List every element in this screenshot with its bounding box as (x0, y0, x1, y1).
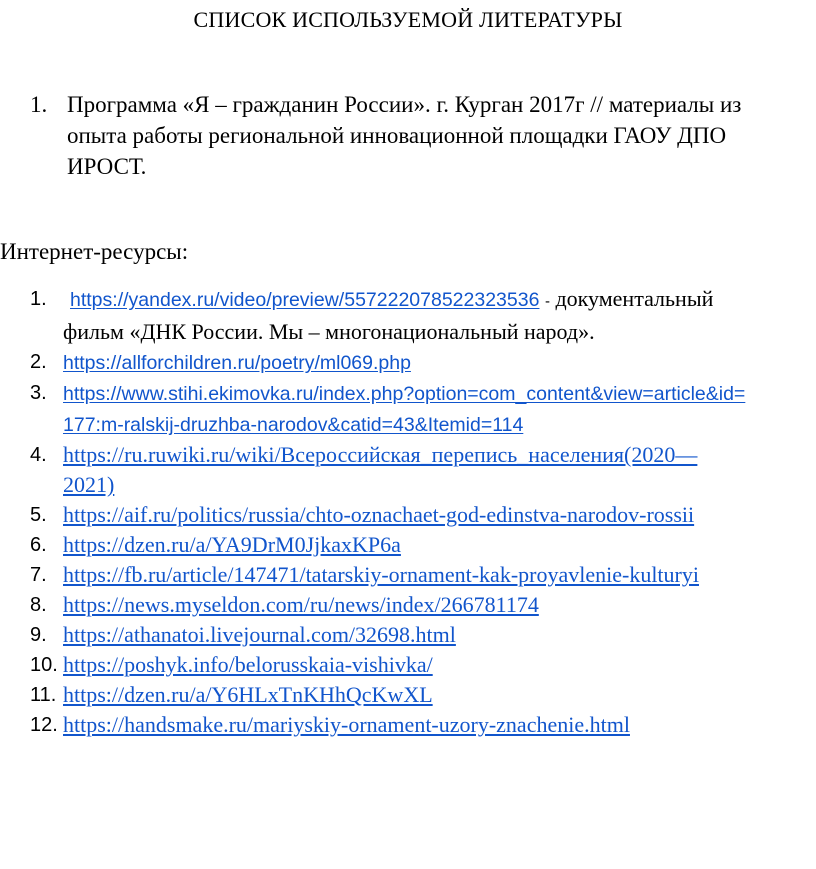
resource-link-line: https://ru.ruwiki.ru/wiki/Всероссийская_перепись_населения(2020— (63, 442, 698, 467)
list-number: 11. (30, 684, 57, 706)
internet-resources-heading: Интернет-ресурсы: (0, 239, 189, 264)
list-number: 4. (30, 444, 47, 466)
list-number: 12. (30, 714, 58, 736)
resource-link[interactable]: https://fb.ru/article/147471/tatarskiy-ornament-kak-proyavlenie-kulturyi (63, 562, 699, 587)
resource-description: документальный (555, 286, 714, 311)
separator-dash: - (544, 293, 550, 310)
resource-link-line: 2021) (63, 472, 115, 497)
list-number: 2. (30, 351, 47, 373)
resource-description: фильм «ДНК России. Мы – многонациональный народ». (63, 319, 595, 344)
resource-item (30, 620, 816, 650)
list-number: 1. (30, 288, 47, 310)
resource-item (30, 590, 816, 620)
resource-link[interactable]: https://aif.ru/politics/russia/chto-oznachaet-god-edinstva-narodov-rossii (63, 502, 695, 527)
list-number: 3. (30, 382, 47, 404)
resource-link[interactable]: https://handsmake.ru/mariyskiy-ornament-uzory-znachenie.html (63, 712, 630, 737)
resource-item (30, 347, 816, 378)
literature-text-line: ИРОСТ. (67, 154, 147, 179)
resource-item (30, 440, 816, 500)
resource-list (30, 284, 816, 740)
resource-item (30, 284, 816, 347)
resource-item (30, 560, 816, 590)
resource-link[interactable]: https://athanatoi.livejournal.com/32698.html (63, 622, 456, 647)
resource-link[interactable] (63, 442, 697, 497)
list-number: 8. (30, 594, 47, 616)
resource-link-line: 177:m-ralskij-druzhba-narodov&catid=43&Itemid=114 (63, 414, 524, 436)
resource-link[interactable]: https://poshyk.info/belorusskaia-vishivka/ (63, 652, 433, 677)
list-number: 10. (30, 654, 58, 676)
resource-link[interactable]: https://allforchildren.ru/poetry/ml069.php (63, 352, 411, 374)
list-number: 1. (30, 92, 48, 117)
resource-link-line: https://www.stihi.ekimovka.ru/index.php?option=com_content&view=article&id= (63, 383, 746, 405)
list-number: 5. (30, 504, 47, 526)
page-title: СПИСОК ИСПОЛЬЗУЕМОЙ ЛИТЕРАТУРЫ (193, 7, 623, 32)
list-number: 7. (30, 564, 47, 586)
resource-link[interactable]: https://news.myseldon.com/ru/news/index/266781174 (63, 592, 539, 617)
resource-link[interactable]: https://yandex.ru/video/preview/557222078522323536 (70, 289, 540, 311)
literature-text-line: опыта работы региональной инновационной площадки ГАОУ ДПО (67, 123, 727, 148)
resource-link[interactable]: https://dzen.ru/a/Y6HLxTnKHhQcKwXL (63, 682, 433, 707)
resource-link[interactable] (63, 383, 745, 436)
resource-item (30, 680, 816, 710)
list-number: 6. (30, 534, 47, 556)
resource-item (30, 500, 816, 530)
resource-item (30, 710, 816, 740)
literature-list (30, 89, 800, 182)
resource-item (30, 650, 816, 680)
resource-item (30, 530, 816, 560)
literature-item (30, 89, 800, 182)
resource-item (30, 378, 816, 440)
list-number: 9. (30, 624, 47, 646)
resource-link[interactable]: https://dzen.ru/a/YA9DrM0JjkaxKP6a (63, 532, 401, 557)
literature-text-line: Программа «Я – гражданин России». г. Курган 2017г // материалы из (67, 92, 742, 117)
